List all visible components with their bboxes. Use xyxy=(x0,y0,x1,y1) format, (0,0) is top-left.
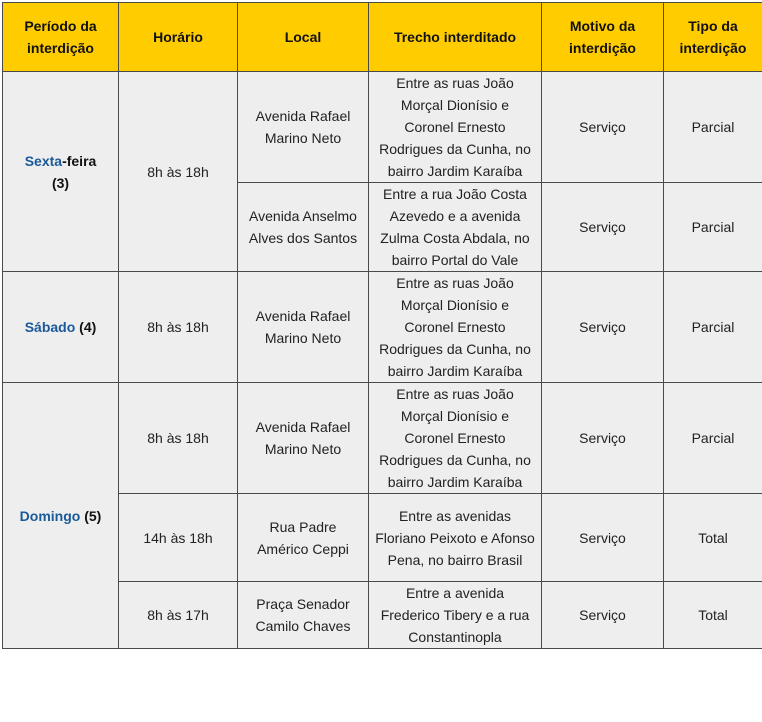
day-link-sabado[interactable]: Sábado xyxy=(25,319,76,335)
tipo-cell: Total xyxy=(664,494,762,582)
period-domingo xyxy=(3,383,119,649)
trecho-cell: Entre as avenidas Floriano Peixoto e Afonso Pena, no bairro Brasil xyxy=(369,494,542,582)
table-row xyxy=(3,72,762,183)
table-row xyxy=(3,272,762,383)
local-cell: Avenida Anselmo Alves dos Santos xyxy=(238,183,369,272)
local-cell: Avenida Rafael Marino Neto xyxy=(238,72,369,183)
tipo-cell: Parcial xyxy=(664,272,762,383)
day-count: (3) xyxy=(52,175,69,191)
day-count: (5) xyxy=(84,508,101,524)
local-cell: Avenida Rafael Marino Neto xyxy=(238,383,369,494)
motivo-cell: Serviço xyxy=(542,72,664,183)
horario-cell: 8h às 17h xyxy=(119,582,238,649)
day-count: (4) xyxy=(79,319,96,335)
horario-cell: 14h às 18h xyxy=(119,494,238,582)
tipo-cell: Parcial xyxy=(664,72,762,183)
day-link-sexta[interactable]: Sexta xyxy=(25,153,62,169)
motivo-cell: Serviço xyxy=(542,582,664,649)
trecho-cell: Entre a rua João Costa Azevedo e a avenida Zulma Costa Abdala, no bairro Portal do Vale xyxy=(369,183,542,272)
horario-cell: 8h às 18h xyxy=(119,383,238,494)
horario-cell: 8h às 18h xyxy=(119,272,238,383)
header-tipo: Tipo da interdição xyxy=(664,3,762,72)
trecho-cell: Entre a avenida Frederico Tibery e a rua Constantinopla xyxy=(369,582,542,649)
day-suffix: -feira xyxy=(62,153,96,169)
period-sabado xyxy=(3,272,119,383)
interdiction-table xyxy=(2,2,762,649)
local-cell: Praça Senador Camilo Chaves xyxy=(238,582,369,649)
tipo-cell: Total xyxy=(664,582,762,649)
header-trecho: Trecho interditado xyxy=(369,3,542,72)
header-local: Local xyxy=(238,3,369,72)
motivo-cell: Serviço xyxy=(542,494,664,582)
day-link-domingo[interactable]: Domingo xyxy=(20,508,81,524)
horario-cell: 8h às 18h xyxy=(119,72,238,272)
period-sexta xyxy=(3,72,119,272)
table-row xyxy=(3,383,762,494)
header-motivo: Motivo da interdição xyxy=(542,3,664,72)
local-cell: Rua Padre Américo Ceppi xyxy=(238,494,369,582)
motivo-cell: Serviço xyxy=(542,272,664,383)
tipo-cell: Parcial xyxy=(664,183,762,272)
tipo-cell: Parcial xyxy=(664,383,762,494)
header-row xyxy=(3,3,762,72)
header-periodo: Período da interdição xyxy=(3,3,119,72)
motivo-cell: Serviço xyxy=(542,183,664,272)
local-cell: Avenida Rafael Marino Neto xyxy=(238,272,369,383)
header-horario: Horário xyxy=(119,3,238,72)
trecho-cell: Entre as ruas João Morçal Dionísio e Coronel Ernesto Rodrigues da Cunha, no bairro Jardim Karaíba xyxy=(369,272,542,383)
trecho-cell: Entre as ruas João Morçal Dionísio e Coronel Ernesto Rodrigues da Cunha, no bairro Jardim Karaíba xyxy=(369,383,542,494)
motivo-cell: Serviço xyxy=(542,383,664,494)
trecho-cell: Entre as ruas João Morçal Dionísio e Coronel Ernesto Rodrigues da Cunha, no bairro Jardim Karaíba xyxy=(369,72,542,183)
